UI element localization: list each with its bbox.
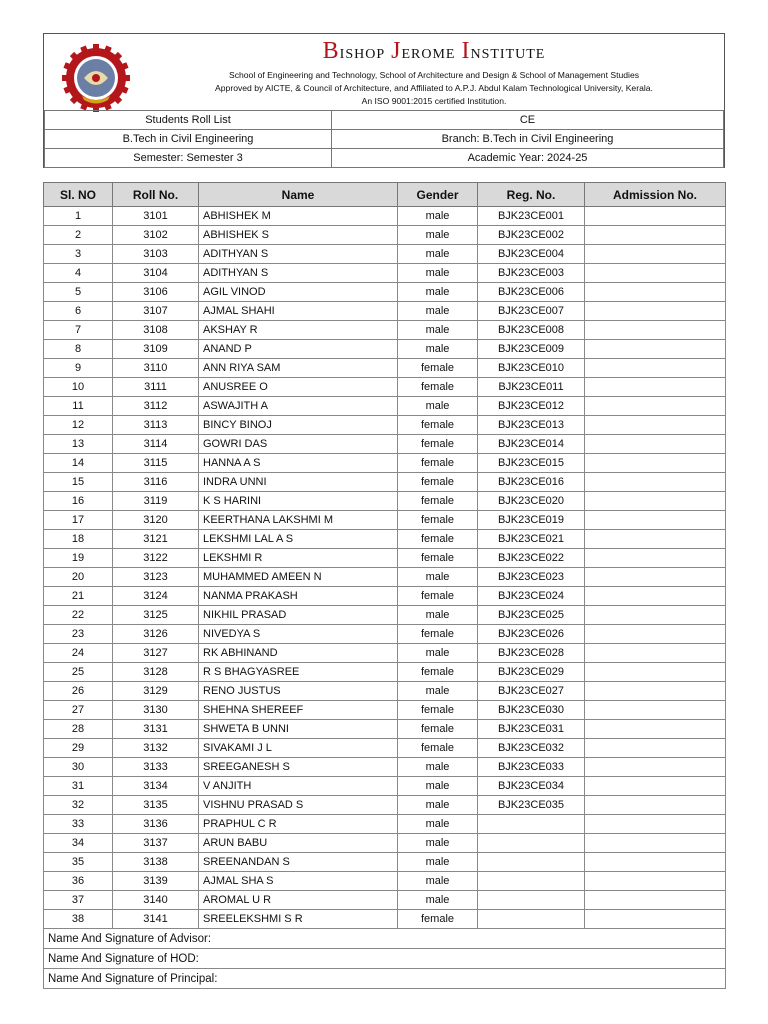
sl-no-cell: 29 [44,739,113,758]
roll-no-cell: 3111 [113,378,199,397]
sl-no-cell: 6 [44,302,113,321]
col-header-admission-no: Admission No. [585,183,726,207]
admission-no-cell [585,245,726,264]
student-name-cell: ASWAJITH A [199,397,398,416]
student-name-cell: SIVAKAMI J L [199,739,398,758]
sl-no-cell: 30 [44,758,113,777]
title-word-2: Jerome [391,38,456,64]
program-name: B.Tech in Civil Engineering [45,130,332,149]
table-header-row [44,183,726,207]
gender-cell: female [398,549,478,568]
roll-no-cell: 3112 [113,397,199,416]
reg-no-cell [478,853,585,872]
roll-list-meta [44,110,724,168]
sl-no-cell: 5 [44,283,113,302]
sl-no-cell: 25 [44,663,113,682]
table-row [44,720,726,739]
roll-no-cell: 3132 [113,739,199,758]
table-row [44,872,726,891]
reg-no-cell [478,910,585,929]
sl-no-cell: 20 [44,568,113,587]
sl-no-cell: 19 [44,549,113,568]
gender-cell: female [398,663,478,682]
sl-no-cell: 17 [44,511,113,530]
student-name-cell: SHWETA B UNNI [199,720,398,739]
table-row [44,777,726,796]
sl-no-cell: 4 [44,264,113,283]
gender-cell: male [398,340,478,359]
principal-signature-line: Name And Signature of Principal: [44,969,726,989]
student-name-cell: GOWRI DAS [199,435,398,454]
institute-approval-line: Approved by AICTE, & Council of Architecture, and Affiliated to A.P.J. Abdul Kalam Technological University, Kerala. [215,83,653,93]
gender-cell: male [398,872,478,891]
table-row [44,663,726,682]
col-header-gender: Gender [398,183,478,207]
department-code: CE [332,111,724,130]
table-row [44,739,726,758]
sl-no-cell: 23 [44,625,113,644]
reg-no-cell: BJK23CE009 [478,340,585,359]
gender-cell: female [398,511,478,530]
gender-cell: male [398,321,478,340]
student-name-cell: ANAND P [199,340,398,359]
gender-cell: male [398,644,478,663]
roll-no-cell: 3104 [113,264,199,283]
reg-no-cell [478,872,585,891]
admission-no-cell [585,473,726,492]
sl-no-cell: 18 [44,530,113,549]
gender-cell: female [398,473,478,492]
student-name-cell: K S HARINI [199,492,398,511]
table-row [44,340,726,359]
roll-no-cell: 3108 [113,321,199,340]
table-row [44,321,726,340]
table-row [44,796,726,815]
reg-no-cell: BJK23CE015 [478,454,585,473]
student-name-cell: AJMAL SHAHI [199,302,398,321]
reg-no-cell: BJK23CE002 [478,226,585,245]
sl-no-cell: 1 [44,207,113,226]
sl-no-cell: 14 [44,454,113,473]
table-row [44,549,726,568]
roll-no-cell: 3140 [113,891,199,910]
sl-no-cell: 12 [44,416,113,435]
admission-no-cell [585,492,726,511]
admission-no-cell [585,207,726,226]
student-name-cell: ANUSREE O [199,378,398,397]
student-name-cell: NANMA PRAKASH [199,587,398,606]
student-name-cell: MUHAMMED AMEEN N [199,568,398,587]
table-row [44,568,726,587]
admission-no-cell [585,302,726,321]
student-name-cell: SHEHNA SHEREEF [199,701,398,720]
gender-cell: male [398,758,478,777]
reg-no-cell: BJK23CE010 [478,359,585,378]
student-name-cell: KEERTHANA LAKSHMI M [199,511,398,530]
gender-cell: male [398,777,478,796]
roll-no-cell: 3127 [113,644,199,663]
col-header-name: Name [199,183,398,207]
reg-no-cell: BJK23CE003 [478,264,585,283]
gender-cell: female [398,454,478,473]
reg-no-cell: BJK23CE032 [478,739,585,758]
gender-cell: female [398,587,478,606]
col-header-reg-no: Reg. No. [478,183,585,207]
gender-cell: male [398,207,478,226]
table-row [44,245,726,264]
title-word-1: Bishop [322,38,386,64]
roll-no-cell: 3135 [113,796,199,815]
gender-cell: male [398,283,478,302]
student-name-cell: AKSHAY R [199,321,398,340]
admission-no-cell [585,739,726,758]
reg-no-cell: BJK23CE019 [478,511,585,530]
admission-no-cell [585,834,726,853]
academic-year: Academic Year: 2024-25 [332,149,724,168]
admission-no-cell [585,226,726,245]
reg-no-cell: BJK23CE033 [478,758,585,777]
table-row [44,416,726,435]
sl-no-cell: 9 [44,359,113,378]
gender-cell: female [398,625,478,644]
admission-no-cell [585,321,726,340]
roll-no-cell: 3115 [113,454,199,473]
student-name-cell: RK ABHINAND [199,644,398,663]
table-row [44,853,726,872]
reg-no-cell: BJK23CE006 [478,283,585,302]
sl-no-cell: 35 [44,853,113,872]
sl-no-cell: 10 [44,378,113,397]
roll-no-cell: 3121 [113,530,199,549]
col-header-roll-no: Roll No. [113,183,199,207]
table-row [44,606,726,625]
table-row [44,283,726,302]
col-header-sl-no: Sl. NO [44,183,113,207]
reg-no-cell: BJK23CE004 [478,245,585,264]
branch-name: Branch: B.Tech in Civil Engineering [332,130,724,149]
reg-no-cell: BJK23CE026 [478,625,585,644]
sl-no-cell: 13 [44,435,113,454]
admission-no-cell [585,511,726,530]
institute-iso-line: An ISO 9001:2015 certified Institution. [361,96,507,106]
gender-cell: male [398,853,478,872]
reg-no-cell: BJK23CE025 [478,606,585,625]
table-row [44,511,726,530]
student-name-cell: ADITHYAN S [199,264,398,283]
reg-no-cell: BJK23CE021 [478,530,585,549]
admission-no-cell [585,758,726,777]
table-row [44,207,726,226]
reg-no-cell: BJK23CE014 [478,435,585,454]
table-row [44,891,726,910]
institute-title [154,38,714,65]
sl-no-cell: 37 [44,891,113,910]
gender-cell: male [398,397,478,416]
reg-no-cell: BJK23CE034 [478,777,585,796]
admission-no-cell [585,682,726,701]
gender-cell: female [398,435,478,454]
roll-no-cell: 3128 [113,663,199,682]
sl-no-cell: 38 [44,910,113,929]
roll-no-cell: 3114 [113,435,199,454]
gender-cell: female [398,530,478,549]
reg-no-cell: BJK23CE035 [478,796,585,815]
roll-no-cell: 3139 [113,872,199,891]
sl-no-cell: 34 [44,834,113,853]
student-name-cell: AROMAL U R [199,891,398,910]
hod-signature-line: Name And Signature of HOD: [44,949,726,969]
roll-no-cell: 3131 [113,720,199,739]
roll-no-cell: 3137 [113,834,199,853]
table-row [44,910,726,929]
student-roll-table [43,182,726,989]
reg-no-cell: BJK23CE029 [478,663,585,682]
roll-no-cell: 3122 [113,549,199,568]
sl-no-cell: 36 [44,872,113,891]
reg-no-cell: BJK23CE013 [478,416,585,435]
roll-no-cell: 3102 [113,226,199,245]
roll-no-cell: 3125 [113,606,199,625]
table-row [44,758,726,777]
admission-no-cell [585,606,726,625]
gender-cell: male [398,264,478,283]
table-row [44,473,726,492]
table-row [44,530,726,549]
gender-cell: male [398,815,478,834]
admission-no-cell [585,359,726,378]
reg-no-cell: BJK23CE020 [478,492,585,511]
semester: Semester: Semester 3 [45,149,332,168]
admission-no-cell [585,587,726,606]
reg-no-cell: BJK23CE024 [478,587,585,606]
admission-no-cell [585,530,726,549]
reg-no-cell: BJK23CE016 [478,473,585,492]
table-row [44,492,726,511]
reg-no-cell [478,815,585,834]
roll-no-cell: 3109 [113,340,199,359]
admission-no-cell [585,777,726,796]
roll-no-cell: 3136 [113,815,199,834]
student-name-cell: ABHISHEK S [199,226,398,245]
reg-no-cell: BJK23CE007 [478,302,585,321]
roll-no-cell: 3103 [113,245,199,264]
title-word-3: Institute [461,38,546,64]
roll-no-cell: 3134 [113,777,199,796]
advisor-signature-line: Name And Signature of Advisor: [44,929,726,949]
sl-no-cell: 16 [44,492,113,511]
sl-no-cell: 33 [44,815,113,834]
table-row [44,587,726,606]
student-name-cell: ADITHYAN S [199,245,398,264]
table-row [44,302,726,321]
institute-logo-icon [60,42,132,114]
sl-no-cell: 7 [44,321,113,340]
roll-no-cell: 3123 [113,568,199,587]
table-row [44,359,726,378]
student-name-cell: RENO JUSTUS [199,682,398,701]
admission-no-cell [585,815,726,834]
sl-no-cell: 11 [44,397,113,416]
admission-no-cell [585,853,726,872]
roll-no-cell: 3126 [113,625,199,644]
admission-no-cell [585,720,726,739]
gender-cell: male [398,226,478,245]
student-name-cell: ANN RIYA SAM [199,359,398,378]
document-header [43,33,725,168]
gender-cell: female [398,359,478,378]
reg-no-cell: BJK23CE023 [478,568,585,587]
sl-no-cell: 21 [44,587,113,606]
student-name-cell: LEKSHMI LAL A S [199,530,398,549]
reg-no-cell: BJK23CE027 [478,682,585,701]
table-row [44,682,726,701]
reg-no-cell [478,891,585,910]
student-name-cell: NIKHIL PRASAD [199,606,398,625]
student-name-cell: SREELEKSHMI S R [199,910,398,929]
roll-no-cell: 3116 [113,473,199,492]
roll-no-cell: 3106 [113,283,199,302]
gender-cell: female [398,378,478,397]
admission-no-cell [585,910,726,929]
reg-no-cell [478,834,585,853]
student-name-cell: NIVEDYA S [199,625,398,644]
admission-no-cell [585,891,726,910]
roll-no-cell: 3110 [113,359,199,378]
reg-no-cell: BJK23CE030 [478,701,585,720]
roll-no-cell: 3107 [113,302,199,321]
table-row [44,701,726,720]
student-name-cell: BINCY BINOJ [199,416,398,435]
sl-no-cell: 31 [44,777,113,796]
reg-no-cell: BJK23CE011 [478,378,585,397]
sl-no-cell: 15 [44,473,113,492]
admission-no-cell [585,378,726,397]
student-name-cell: ABHISHEK M [199,207,398,226]
roll-no-cell: 3133 [113,758,199,777]
sl-no-cell: 2 [44,226,113,245]
gender-cell: male [398,245,478,264]
gender-cell: female [398,910,478,929]
sl-no-cell: 8 [44,340,113,359]
admission-no-cell [585,663,726,682]
student-name-cell: VISHNU PRASAD S [199,796,398,815]
sl-no-cell: 32 [44,796,113,815]
sl-no-cell: 28 [44,720,113,739]
admission-no-cell [585,283,726,302]
gender-cell: female [398,701,478,720]
reg-no-cell: BJK23CE031 [478,720,585,739]
gender-cell: male [398,891,478,910]
gender-cell: male [398,834,478,853]
table-row [44,397,726,416]
table-row [44,226,726,245]
admission-no-cell [585,549,726,568]
student-name-cell: R S BHAGYASREE [199,663,398,682]
gender-cell: female [398,492,478,511]
student-name-cell: V ANJITH [199,777,398,796]
sl-no-cell: 27 [44,701,113,720]
student-name-cell: INDRA UNNI [199,473,398,492]
student-name-cell: AGIL VINOD [199,283,398,302]
student-name-cell: SREENANDAN S [199,853,398,872]
gender-cell: female [398,739,478,758]
admission-no-cell [585,872,726,891]
student-name-cell: ARUN BABU [199,834,398,853]
table-row [44,378,726,397]
table-row [44,454,726,473]
student-name-cell: PRAPHUL C R [199,815,398,834]
gender-cell: female [398,416,478,435]
reg-no-cell: BJK23CE012 [478,397,585,416]
student-name-cell: SREEGANESH S [199,758,398,777]
roll-no-cell: 3113 [113,416,199,435]
admission-no-cell [585,568,726,587]
student-name-cell: AJMAL SHA S [199,872,398,891]
table-row [44,644,726,663]
table-row [44,435,726,454]
admission-no-cell [585,416,726,435]
table-row [44,815,726,834]
roll-no-cell: 3141 [113,910,199,929]
gender-cell: male [398,682,478,701]
admission-no-cell [585,644,726,663]
gender-cell: male [398,606,478,625]
roll-no-cell: 3124 [113,587,199,606]
admission-no-cell [585,625,726,644]
reg-no-cell: BJK23CE001 [478,207,585,226]
roll-no-cell: 3119 [113,492,199,511]
admission-no-cell [585,340,726,359]
gender-cell: male [398,796,478,815]
gender-cell: female [398,720,478,739]
admission-no-cell [585,435,726,454]
sl-no-cell: 3 [44,245,113,264]
reg-no-cell: BJK23CE008 [478,321,585,340]
roll-no-cell: 3129 [113,682,199,701]
admission-no-cell [585,397,726,416]
roll-no-cell: 3138 [113,853,199,872]
table-row [44,264,726,283]
sl-no-cell: 24 [44,644,113,663]
gender-cell: male [398,568,478,587]
reg-no-cell: BJK23CE028 [478,644,585,663]
reg-no-cell: BJK23CE022 [478,549,585,568]
student-name-cell: HANNA A S [199,454,398,473]
institute-schools-line: School of Engineering and Technology, School of Architecture and Design & School of Management Studies [228,70,640,80]
admission-no-cell [585,454,726,473]
admission-no-cell [585,701,726,720]
roll-no-cell: 3101 [113,207,199,226]
table-row [44,834,726,853]
roll-no-cell: 3120 [113,511,199,530]
admission-no-cell [585,264,726,283]
list-title: Students Roll List [45,111,332,130]
roll-no-cell: 3130 [113,701,199,720]
sl-no-cell: 22 [44,606,113,625]
gender-cell: male [398,302,478,321]
student-name-cell: LEKSHMI R [199,549,398,568]
admission-no-cell [585,796,726,815]
table-row [44,625,726,644]
sl-no-cell: 26 [44,682,113,701]
